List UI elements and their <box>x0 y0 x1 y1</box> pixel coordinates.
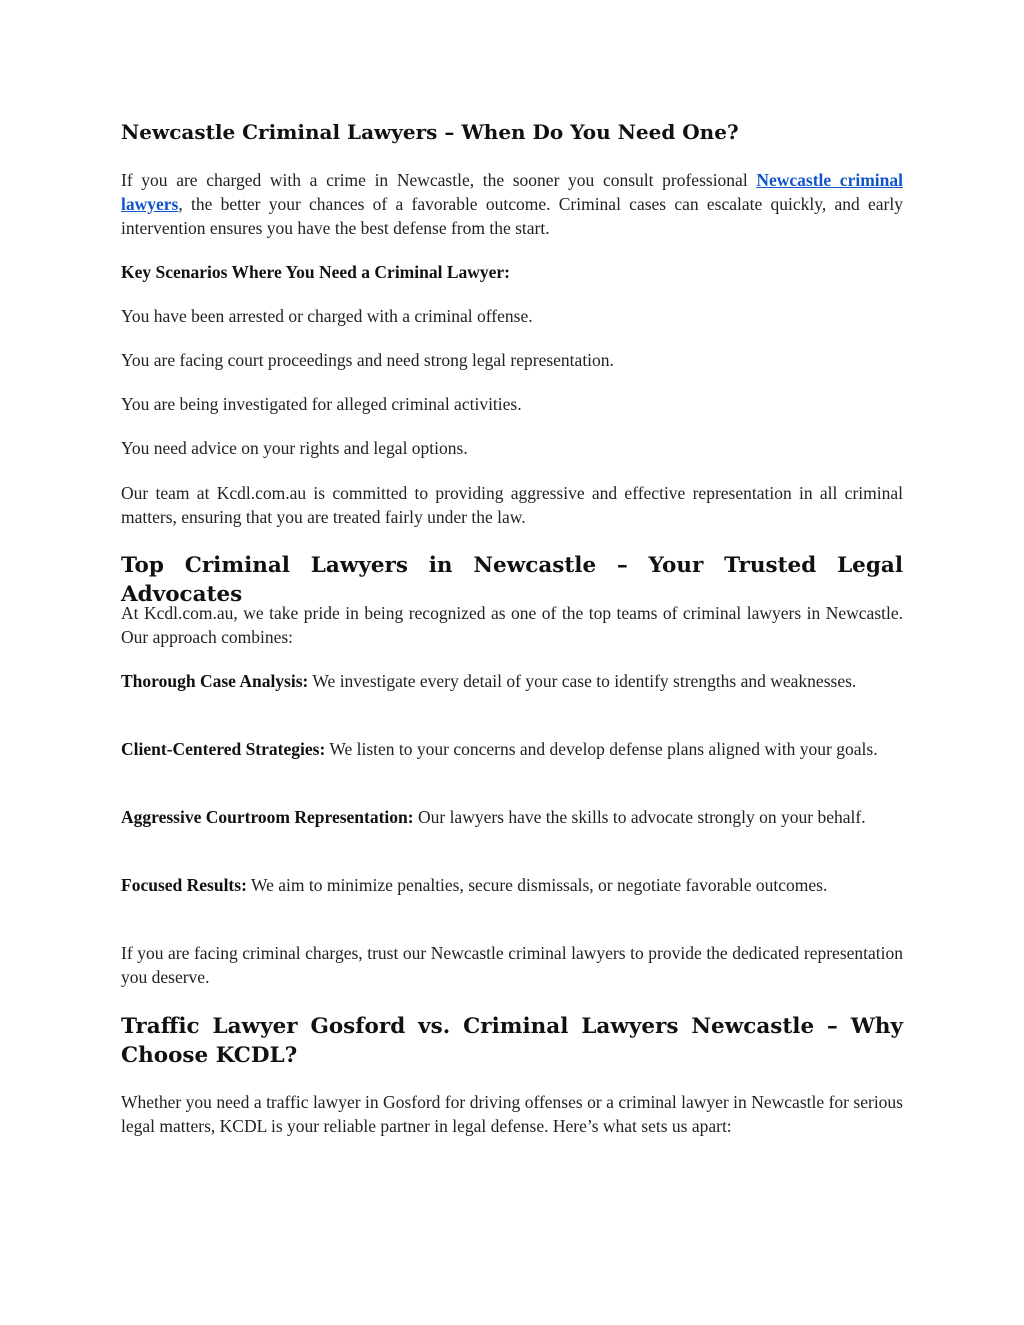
heading-top-criminal-lawyers: Top Criminal Lawyers in Newcastle – Your Trusted Legal Advocates <box>121 553 903 607</box>
approach-item-courtroom <box>121 805 903 829</box>
approach-item-text: We listen to your concerns and develop defense plans aligned with your goals. <box>325 739 878 759</box>
approach-item-label: Focused Results: <box>121 875 247 895</box>
key-scenarios-heading: Key Scenarios Where You Need a Criminal Lawyer: <box>121 262 511 282</box>
intro-text-after-link: , the better your chances of a favorable outcome. Criminal cases can escalate quickly, and early intervention ensures you have the best defense from the start. <box>121 194 903 238</box>
newcastle-criminal-lawyers-link[interactable]: Newcastle criminal lawyers <box>121 170 903 214</box>
approach-intro-paragraph: At Kcdl.com.au, we take pride in being recognized as one of the top teams of criminal lawyers in Newcastle. Our approach combines: <box>121 603 903 647</box>
scenario-item: You have been arrested or charged with a criminal offense. <box>121 306 533 326</box>
scenario-item: You are being investigated for alleged criminal activities. <box>121 394 522 414</box>
team-paragraph: Our team at Kcdl.com.au is committed to providing aggressive and effective representation in all criminal matters, ensuring that you are treated fairly under the law. <box>121 483 903 527</box>
scenario-item: You are facing court proceedings and need strong legal representation. <box>121 350 614 370</box>
approach-item-case-analysis <box>121 669 903 693</box>
approach-item-text: We investigate every detail of your case to identify strengths and weaknesses. <box>308 671 857 691</box>
approach-item-label: Client-Centered Strategies: <box>121 739 326 759</box>
facing-charges-paragraph: If you are facing criminal charges, trust our Newcastle criminal lawyers to provide the dedicated representation you deserve. <box>121 943 903 987</box>
intro-paragraph <box>121 168 903 240</box>
approach-item-text: We aim to minimize penalties, secure dismissals, or negotiate favorable outcomes. <box>246 875 828 895</box>
approach-item-focused-results <box>121 873 903 897</box>
closing-paragraph: Whether you need a traffic lawyer in Gosford for driving offenses or a criminal lawyer in Newcastle for serious legal matters, KCDL is your reliable partner in legal defense. Here’s what sets us apart: <box>121 1092 903 1136</box>
heading-traffic-vs-criminal: Traffic Lawyer Gosford vs. Criminal Lawyers Newcastle – Why Choose KCDL? <box>121 1014 903 1068</box>
approach-item-label: Thorough Case Analysis: <box>121 671 309 691</box>
intro-text-before-link: If you are charged with a crime in Newcastle, the sooner you consult professional <box>121 170 757 190</box>
heading-when-do-you-need-one: Newcastle Criminal Lawyers – When Do You Need One? <box>121 120 739 144</box>
approach-item-label: Aggressive Courtroom Representation: <box>121 807 414 827</box>
approach-item-text: Our lawyers have the skills to advocate strongly on your behalf. <box>413 807 866 827</box>
scenario-item: You need advice on your rights and legal options. <box>121 438 468 458</box>
approach-item-client-centered <box>121 737 903 761</box>
